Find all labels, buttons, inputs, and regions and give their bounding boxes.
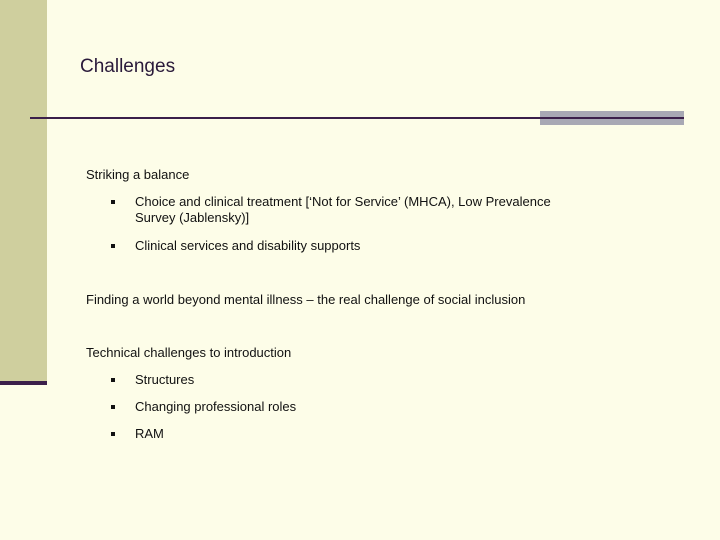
bullet-ram: RAM [135, 426, 164, 441]
bullet-structures: Structures [135, 372, 195, 387]
section-heading-technical: Technical challenges to introduction [86, 345, 292, 360]
bullet-professional-roles: Changing professional roles [135, 399, 297, 414]
bullet-marker [111, 432, 115, 436]
left-decorative-bar [0, 0, 47, 383]
bullet-marker [111, 244, 115, 248]
bullet-marker [111, 378, 115, 382]
bullet-marker [111, 200, 115, 204]
left-accent-line [0, 381, 47, 385]
title-divider [30, 117, 542, 119]
section-heading-balance: Striking a balance [86, 167, 190, 182]
divider-accent-line [540, 117, 684, 119]
section-heading-world-beyond: Finding a world beyond mental illness – the real challenge of social inclusion [86, 292, 526, 307]
bullet-clinical-services: Clinical services and disability supports [135, 238, 361, 253]
slide-title: Challenges [80, 56, 176, 77]
bullet-choice-treatment-line1: Choice and clinical treatment [‘Not for Service’ (MHCA), Low Prevalence [135, 194, 551, 209]
bullet-choice-treatment-line2: Survey (Jablensky)] [135, 210, 250, 225]
bullet-marker [111, 405, 115, 409]
